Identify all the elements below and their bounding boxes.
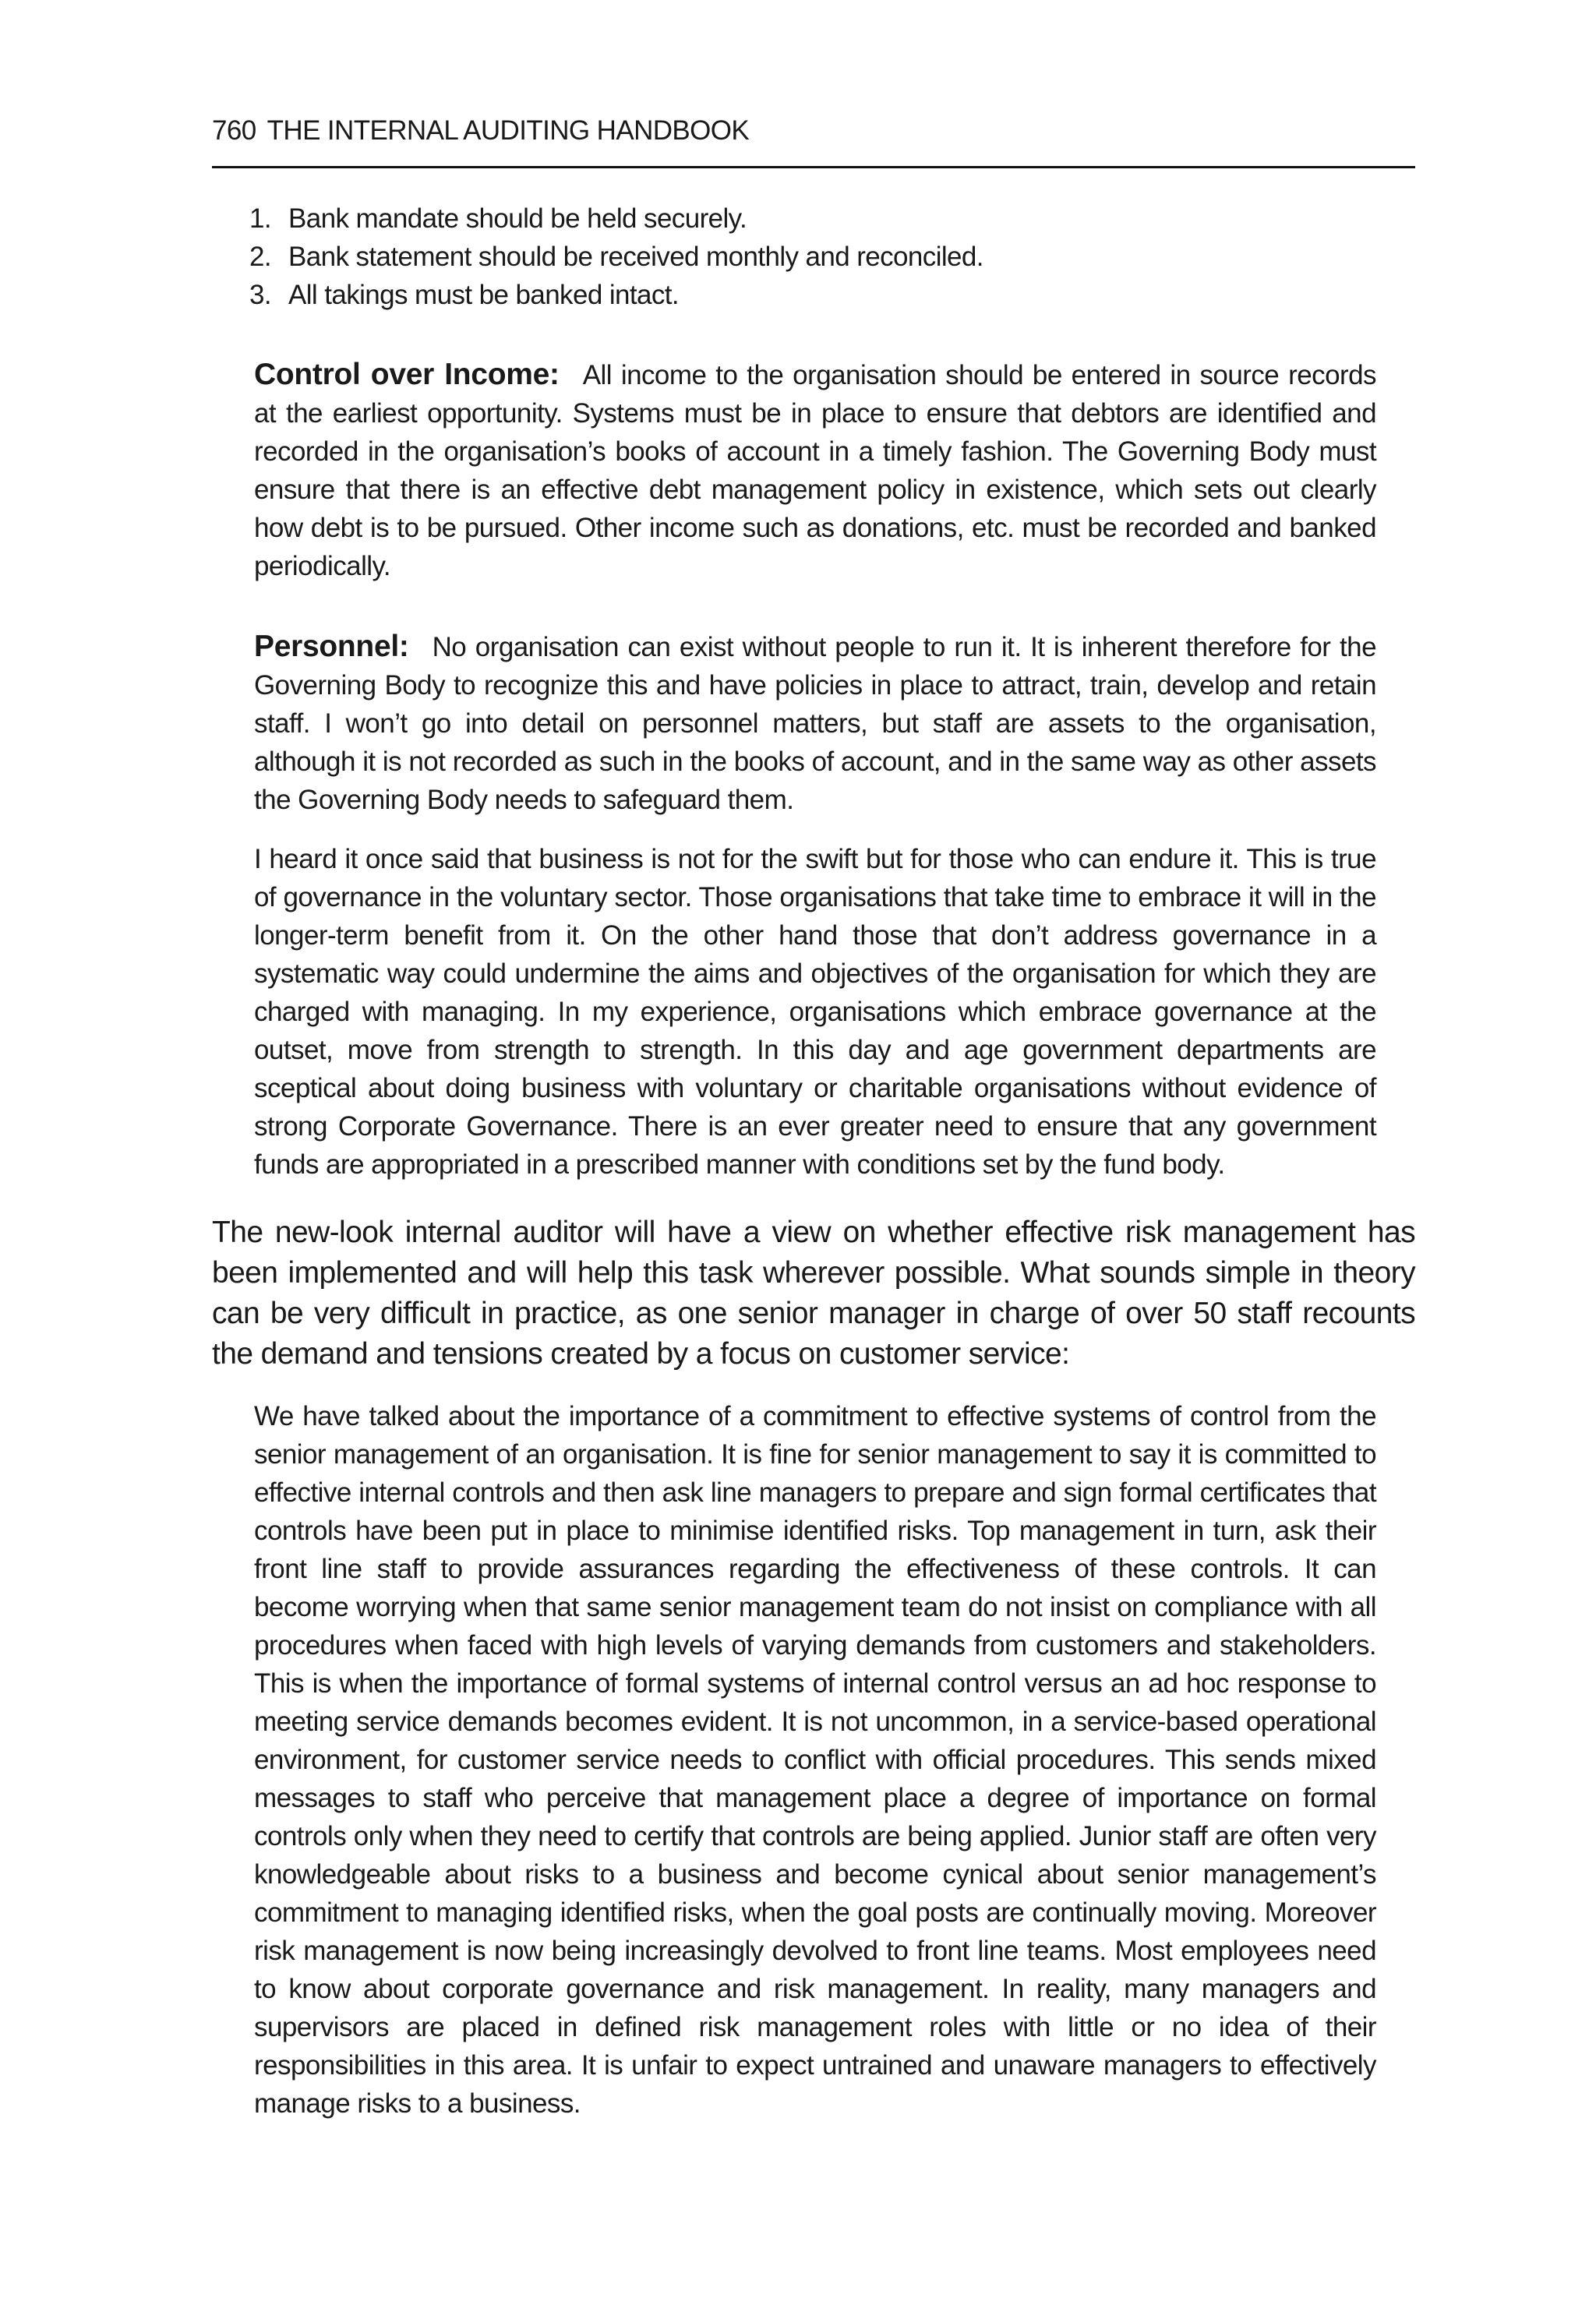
control-over-income-heading: Control over Income: — [254, 358, 560, 391]
bank-controls-list — [249, 199, 1387, 314]
list-item-number: 1. — [249, 203, 271, 234]
personnel-paragraph — [254, 627, 1376, 819]
list-item-number: 3. — [249, 280, 271, 310]
running-header — [212, 117, 1415, 168]
main-paragraph: The new-look internal auditor will have a view on whether effective risk management has been implemented and will help this task wherever possible. What sounds simple in theory can be very difficult in practice, as one senior manager in charge of over 50 staff recounts the demand and tensions created by a focus on customer service: — [212, 1216, 1415, 1371]
list-item — [249, 199, 1387, 238]
senior-manager-quote: We have talked about the importance of a commitment to effective systems of control from the senior management of an organisation. It is fine for senior management to say it is committed to effective internal controls and then ask line managers to prepare and sign formal certificates that controls have been put in place to minimise identified risks. Top management in turn, ask their front line staff to provide assurances regarding the effectiveness of these controls. It can become worrying when that same senior management team do not insist on compliance with all procedures when faced with high levels of varying demands from customers and stakeholders. This is when the importance of formal systems of internal control versus an ad hoc response to meeting service demands becomes evident. It is not uncommon, in a service-based operational environment, for customer service needs to conflict with official procedures. This sends mixed messages to staff who perceive that management place a degree of importance on formal controls only when they need to certify that controls are being applied. Junior staff are often very knowledgeable about risks to a business and become cynical about senior management’s commitment to managing identified risks, when the goal posts are continually moving. Moreover risk management is now being increasingly devolved to front line teams. Most employees need to know about corporate governance and risk management. In reality, many managers and supervisors are placed in defined risk management roles with little or no idea of their responsibilities in this area. It is unfair to expect untrained and unaware managers to effectively manage risks to a business. — [254, 1401, 1376, 2119]
control-over-income-paragraph — [254, 355, 1376, 585]
governance-quote: I heard it once said that business is not for the swift but for those who can endure it. This is true of governance in the voluntary sector. Those organisations that take time to embrace it will in the longer-term benefit from it. On the other hand those that don’t address governance in a systematic way could undermine the aims and objectives of the organisation for which they are charged with managing. In my experience, organisations which embrace governance at the outset, move from strength to strength. In this day and age government departments are sceptical about doing business with voluntary or charitable organisations without evidence of strong Corporate Governance. There is an ever greater need to ensure that any government funds are appropriated in a prescribed manner with conditions set by the fund body. — [254, 844, 1376, 1180]
list-item-number: 2. — [249, 242, 271, 272]
list-item — [249, 238, 1387, 276]
list-item-text: Bank statement should be received monthly and reconciled. — [288, 242, 983, 272]
personnel-text: No organisation can exist without people to run it. It is inherent therefore for the Governing Body to recognize this and have policies in place to attract, train, develop and retain staff. I won’t go into detail on personnel matters, but staff are assets to the organisation, although it is not recorded as such in the books of account, and in the same way as other assets the Governing Body needs to safeguard them. — [254, 632, 1376, 815]
page-number: 760 — [212, 115, 256, 146]
control-over-income-text: All income to the organisation should be entered in source records at the earliest opportunity. Systems must be in place to ensure that debtors are identified and recorded in the organisation’s books of account in a timely fashion. The Governing Body must ensure that there is an effective debt management policy in existence, which sets out clearly how debt is to be pursued. Other income such as donations, etc. must be recorded and banked periodically. — [254, 360, 1376, 581]
list-item — [249, 276, 1387, 314]
book-title: THE INTERNAL AUDITING HANDBOOK — [267, 115, 750, 146]
list-item-text: Bank mandate should be held securely. — [288, 203, 747, 234]
personnel-heading: Personnel: — [254, 630, 409, 663]
list-item-text: All takings must be banked intact. — [288, 280, 679, 310]
